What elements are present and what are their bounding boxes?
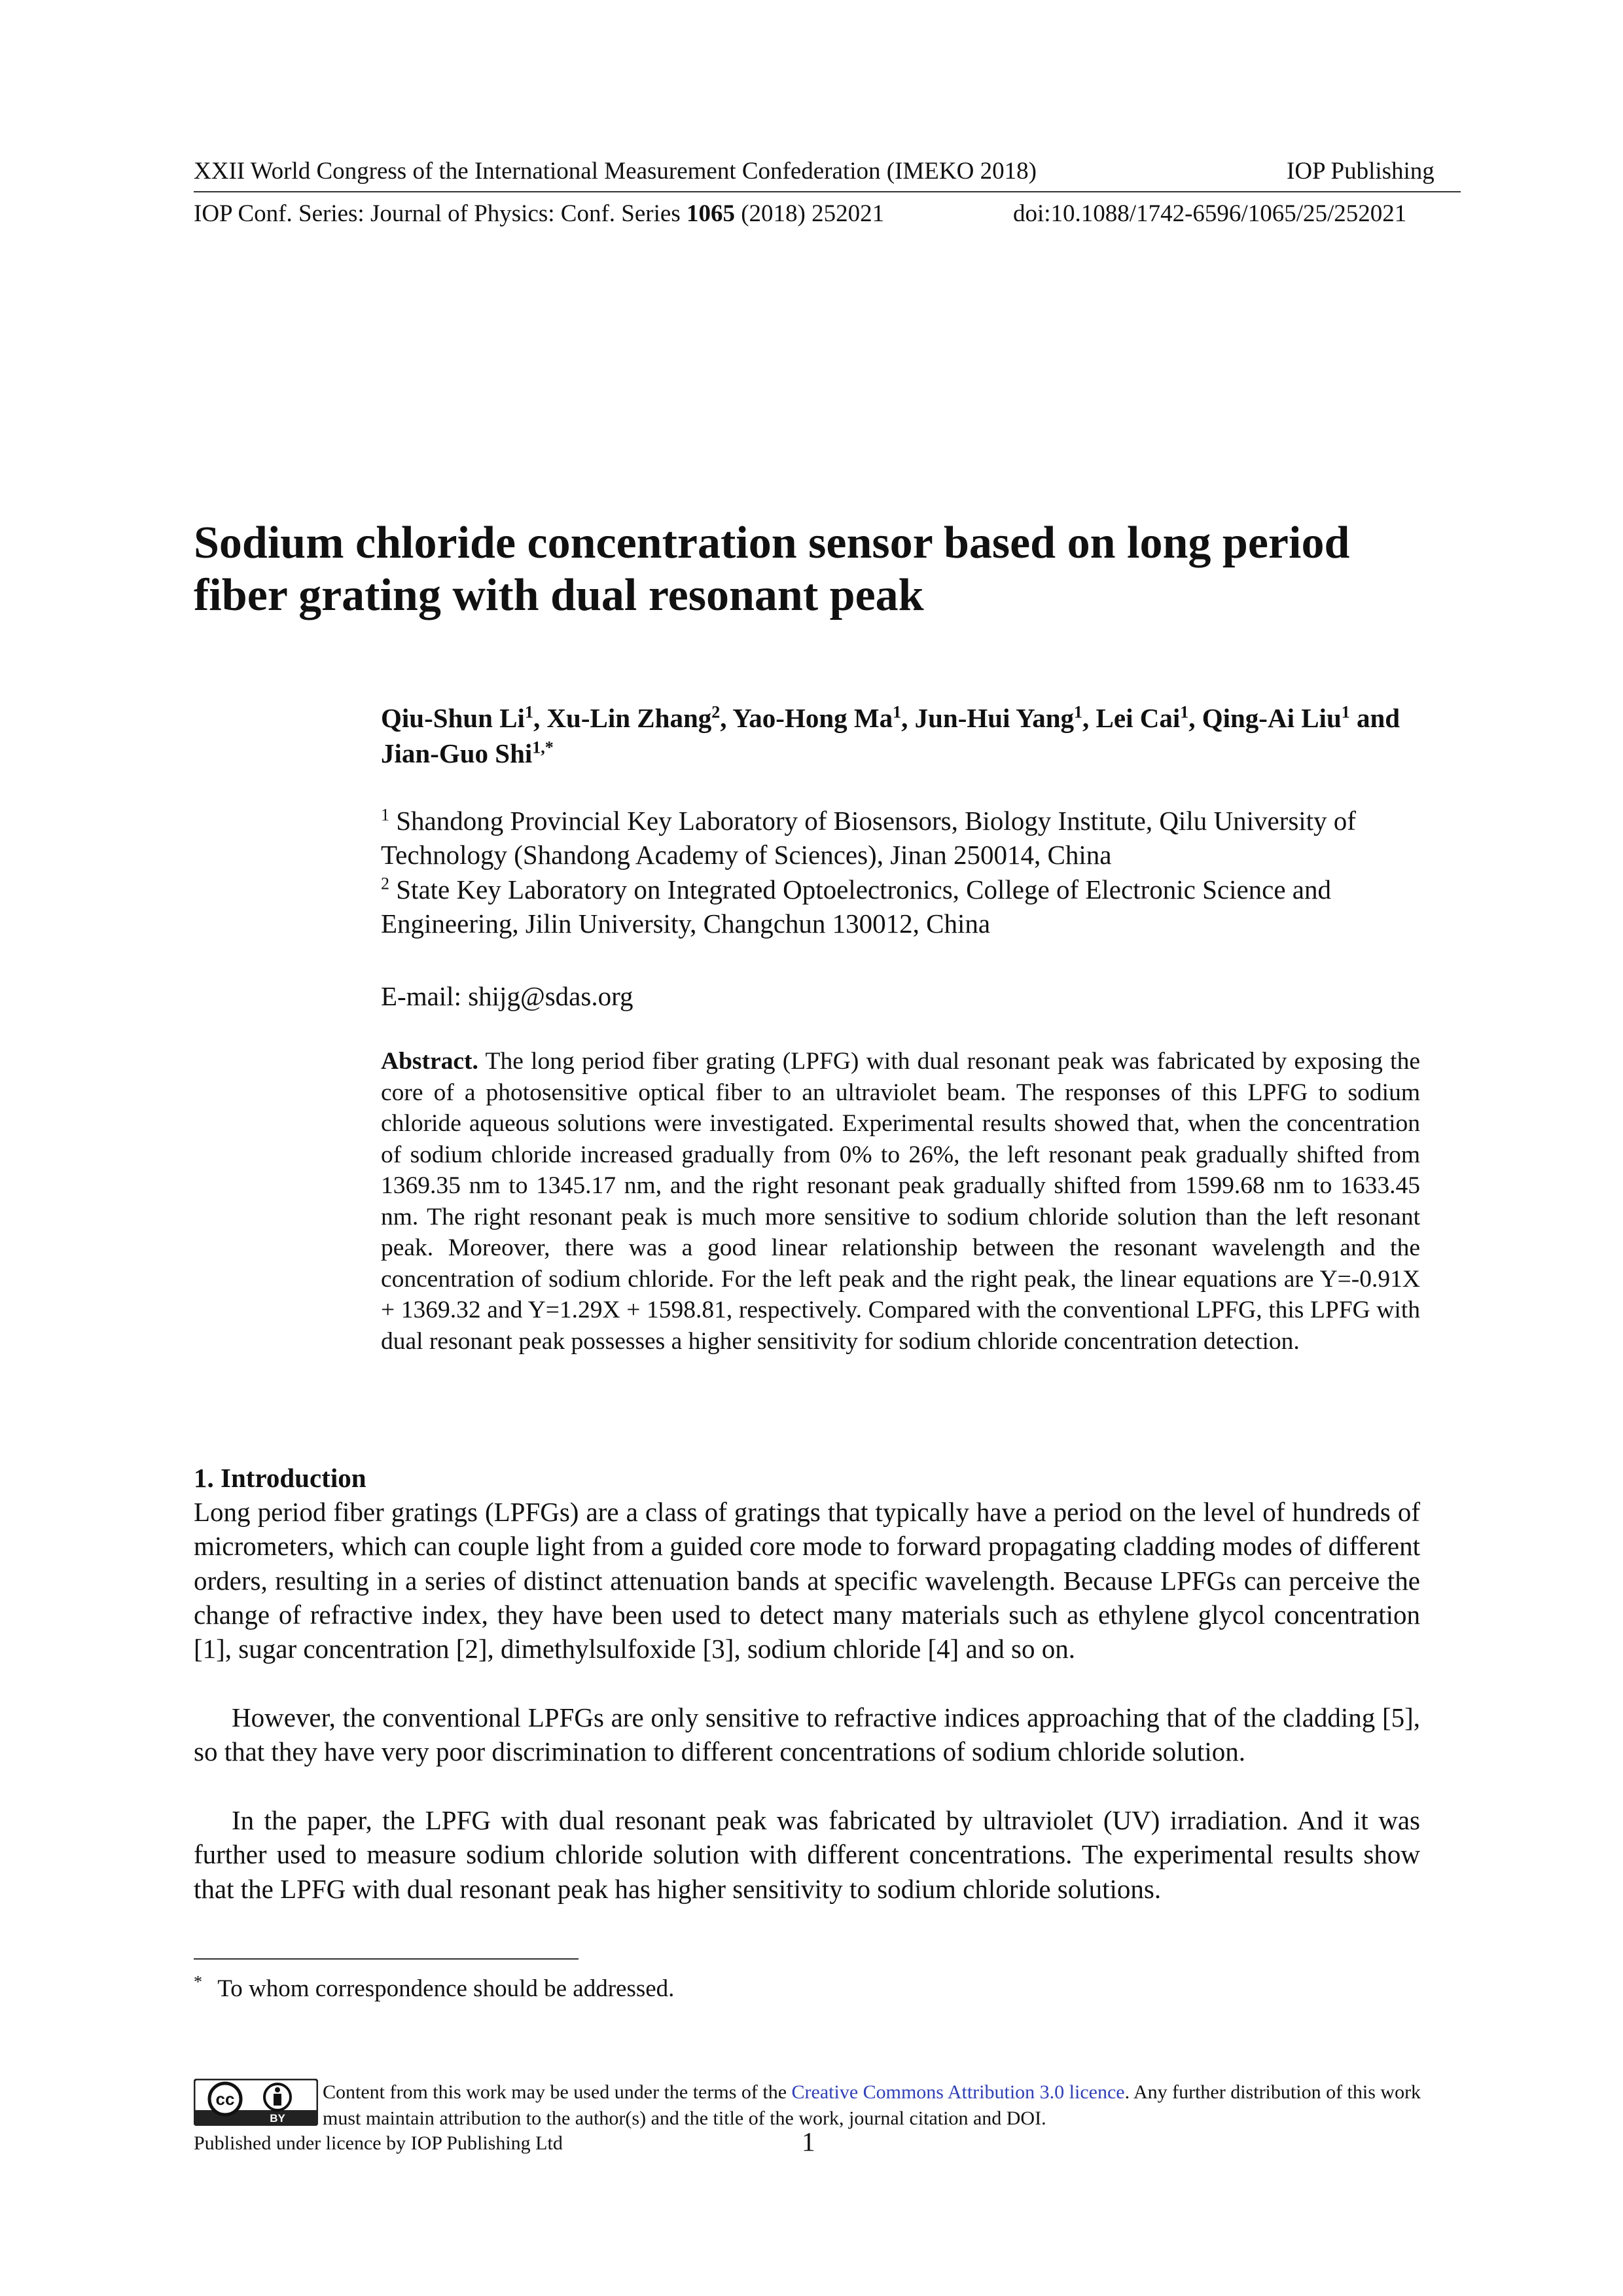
affiliation-2 (381, 872, 1428, 941)
author-name: Qing-Ai Liu (1202, 703, 1342, 733)
svg-text:BY: BY (270, 2112, 285, 2125)
section-heading: 1. Introduction (194, 1463, 366, 1493)
author-separator: , (533, 703, 547, 733)
footnote-text: To whom correspondence should be addressed. (217, 1975, 675, 2002)
author-affiliation-marker: 1 (524, 702, 533, 722)
author-affiliation-marker: 2 (711, 702, 721, 722)
license-link[interactable]: Creative Commons Attribution 3.0 licence (791, 2081, 1125, 2103)
author-name: Jun-Hui Yang (914, 703, 1075, 733)
page-number: 1 (802, 2126, 815, 2157)
author-name: Yao-Hong Ma (732, 703, 893, 733)
conference-name: XXII World Congress of the International Measurement Confederation (IMEKO 2018) (194, 158, 1037, 185)
abstract (381, 1046, 1420, 1357)
license-notice (323, 2079, 1435, 2132)
affiliation-text: State Key Laboratory on Integrated Optoelectronics, College of Electronic Science and Engineering, Jilin University, Changchun 130012, China (381, 874, 1332, 939)
author-affiliation-marker: 1 (893, 702, 902, 722)
author-name: Xu-Lin Zhang (546, 703, 712, 733)
paper-title: Sodium chloride concentration sensor based on long period fiber grating with dual resonant peak (194, 518, 1350, 620)
cc-by-license-icon (194, 2079, 318, 2126)
author-separator: , (901, 703, 915, 733)
intro-paragraph-3: In the paper, the LPFG with dual resonant peak was fabricated by ultraviolet (UV) irradiation. And it was further used to measure sodium chloride solution with different concentrations. The experimental results show that the LPFG with dual resonant peak has higher sensitivity to sodium chloride solutions. (194, 1805, 1420, 1904)
author-separator: , (720, 703, 733, 733)
affiliation-marker: 1 (381, 805, 389, 825)
footnote-mark: * (194, 1972, 202, 1992)
doi: doi:10.1088/1742-6596/1065/25/252021 (1013, 200, 1407, 227)
author-name: Lei Cai (1096, 703, 1181, 733)
author-affiliation-marker: 1 (1074, 702, 1083, 722)
author-separator: , (1082, 703, 1096, 733)
author-affiliation-marker: 1,* (532, 738, 554, 757)
author-affiliation-marker: 1 (1180, 702, 1189, 722)
svg-text:cc: cc (215, 2089, 235, 2109)
series-line (194, 198, 884, 230)
footnote (194, 1973, 674, 2005)
series-prefix: IOP Conf. Series: Journal of Physics: Conf. Series (194, 200, 681, 227)
affiliation-1 (381, 804, 1428, 872)
author-name: Qiu-Shun Li (381, 703, 525, 733)
affiliation-marker: 2 (381, 874, 389, 893)
intro-paragraph-1: Long period fiber gratings (LPFGs) are a class of gratings that typically have a period on the level of hundreds of micrometers, which can couple light from a guided core mode to forward propagating cladding modes of different orders, resulting in a series of distinct attenuation bands at specific wavelength. Because LPFGs can perceive the change of refractive index, they have been used to detect many materials such as ethylene glycol concentration [1], sugar concentration [2], dimethylsulfoxide [3], sodium chloride [4] and so on. (194, 1497, 1420, 1664)
series-suffix: (2018) 252021 (741, 200, 885, 227)
author-affiliation-marker: 1 (1341, 702, 1350, 722)
intro-paragraph-2: However, the conventional LPFGs are only sensitive to refractive indices approaching that of the cladding [5], so that they have very poor discrimination to different concentrations of sodium chloride solution. (194, 1702, 1420, 1767)
author-separator: , (1188, 703, 1202, 733)
contact-email[interactable]: E-mail: shijg@sdas.org (381, 981, 633, 1011)
abstract-text: The long period fiber grating (LPFG) with dual resonant peak was fabricated by exposing the core of a photosensitive optical fiber to an ultraviolet beam. The responses of this LPFG to sodium chloride aqueous solutions were investigated. Experimental results showed that, when the concentration of sodium chloride increased gradually from 0% to 26%, the left resonant peak gradually shifted from 1369.35 nm to 1345.17 nm, and the right resonant peak gradually shifted from 1599.68 nm to 1633.45 nm. The right resonant peak is much more sensitive to sodium chloride solution than the left resonant peak. Moreover, there was a good linear relationship between the resonant wavelength and the concentration of sodium chloride. For the left peak and the right peak, the linear equations are Y=-0.91X + 1369.32 and Y=1.29X + 1598.81, respectively. Compared with the conventional LPFG, this LPFG with dual resonant peak possesses a higher sensitivity for sodium chloride concentration detection. (381, 1048, 1420, 1355)
license-prefix: Content from this work may be used under the terms of the (323, 2081, 792, 2103)
header-rule (194, 191, 1461, 192)
published-notice: Published under licence by IOP Publishing Ltd (194, 2132, 563, 2154)
license-suffix: . Any further distribution of this work must maintain attribution to the author(s) and the title of the work, journal citation and DOI. (323, 2081, 1421, 2129)
series-volume: 1065 (686, 200, 735, 227)
author-separator: and (1349, 703, 1400, 733)
author-name: Jian-Guo Shi (381, 738, 533, 768)
author-list (381, 700, 1428, 771)
abstract-label: Abstract. (381, 1048, 478, 1075)
affiliation-text: Shandong Provincial Key Laboratory of Biosensors, Biology Institute, Qilu University of Technology (Shandong Academy of Sciences), Jinan 250014, China (381, 806, 1356, 870)
publisher-name: IOP Publishing (1287, 158, 1435, 185)
footnote-rule (194, 1958, 579, 1960)
